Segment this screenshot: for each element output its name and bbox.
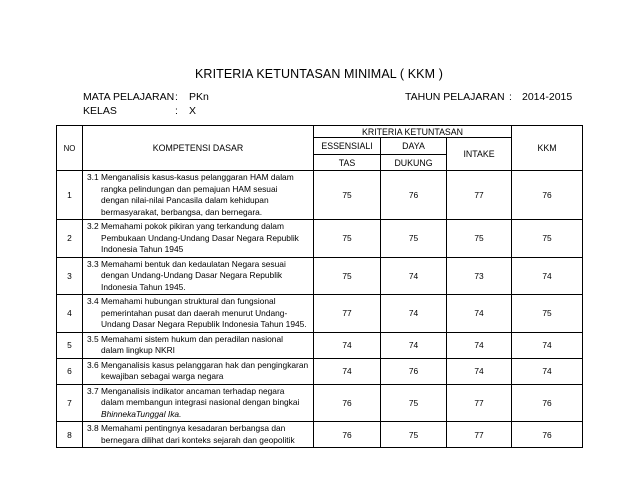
table-row bbox=[57, 422, 583, 448]
header-daya-dukung bbox=[381, 138, 447, 155]
table-row bbox=[57, 171, 583, 220]
kompetensi-dasar-cell bbox=[83, 295, 314, 333]
intake-value: 73 bbox=[447, 257, 512, 295]
kompetensi-first-line: 3.4 Memahami hubungan struktural dan fungsional bbox=[87, 296, 276, 306]
kompetensi-continuation-line: Undang Dasar Negara Republik Indonesia Tahun 1945. bbox=[101, 319, 307, 329]
kompetensi-continuation-line: Pembukaan Undang-Undang Dasar Negara Republik bbox=[101, 232, 299, 243]
table-row bbox=[57, 332, 583, 358]
intake-value: 77 bbox=[447, 384, 512, 422]
kkm-value: 75 bbox=[512, 220, 583, 258]
kompetensi-dasar-cell bbox=[83, 257, 314, 295]
intake-value: 77 bbox=[447, 171, 512, 220]
kompetensi-continuation-line: BhinnekaTunggal Ika. bbox=[101, 408, 182, 419]
kkm-table bbox=[56, 125, 583, 448]
row-number: 6 bbox=[57, 358, 83, 384]
daya-dukung-value: 74 bbox=[381, 295, 447, 333]
header-kkm: KKM bbox=[512, 126, 583, 171]
kompetensi-continuation-line: bermasyarakat, berbangsa, dan bernegara. bbox=[101, 206, 263, 217]
essensialitas-value: 77 bbox=[314, 295, 381, 333]
header-kompetensi: KOMPETENSI DASAR bbox=[83, 126, 314, 171]
kompetensi-continuation-line: Indonesia Tahun 1945. bbox=[101, 281, 186, 292]
kkm-value: 74 bbox=[512, 257, 583, 295]
kompetensi-first-line: 3.7 Menganalisis indikator ancaman terhadap negara bbox=[87, 385, 285, 396]
kompetensi-continuation-line: Indonesia Tahun 1945 bbox=[101, 244, 184, 254]
header-essensialitas bbox=[314, 138, 381, 155]
intake-value: 74 bbox=[447, 332, 512, 358]
mapel-label: MATA PELAJARAN bbox=[83, 91, 175, 103]
kkm-value: 74 bbox=[512, 358, 583, 384]
daya-dukung-value: 74 bbox=[381, 332, 447, 358]
kompetensi-continuation-line: dalam membangun integrasi nasional dengan bingkai bbox=[101, 397, 300, 407]
row-number: 8 bbox=[57, 422, 83, 448]
kelas-value: X bbox=[189, 105, 197, 117]
row-number: 2 bbox=[57, 220, 83, 258]
header-no: NO bbox=[57, 126, 83, 171]
essensialitas-value: 75 bbox=[314, 257, 381, 295]
daya-dukung-value: 75 bbox=[381, 384, 447, 422]
header-intake: INTAKE bbox=[447, 138, 512, 171]
kompetensi-dasar-cell bbox=[83, 384, 314, 422]
kompetensi-first-line: 3.6 Menganalisis kasus pelanggaran hak dan pengingkaran bbox=[87, 359, 309, 370]
kkm-value: 76 bbox=[512, 384, 583, 422]
intake-value: 77 bbox=[447, 422, 512, 448]
daya-dukung-value: 75 bbox=[381, 422, 447, 448]
essensialitas-value: 76 bbox=[314, 422, 381, 448]
kompetensi-continuation-line: pemerintahan pusat dan daerah menurut Undang- bbox=[101, 307, 288, 318]
kompetensi-first-line: 3.3 Memahami bentuk dan kedaulatan Negara sesuai bbox=[87, 258, 286, 269]
kkm-value: 75 bbox=[512, 295, 583, 333]
kompetensi-continuation-line: kewajiban sebagai warga negara bbox=[101, 371, 224, 381]
tahun-colon: : bbox=[509, 91, 512, 103]
header-essensialitas-line1: ESSENSIALI bbox=[321, 141, 373, 151]
row-number: 1 bbox=[57, 171, 83, 220]
kompetensi-dasar-cell bbox=[83, 358, 314, 384]
row-number: 3 bbox=[57, 257, 83, 295]
kompetensi-first-line: 3.2 Memahami pokok pikiran yang terkandung dalam bbox=[87, 221, 284, 231]
essensialitas-value: 76 bbox=[314, 384, 381, 422]
header-essensialitas-cont bbox=[314, 155, 381, 171]
table-row bbox=[57, 220, 583, 258]
header-kriteria: KRITERIA KETUNTASAN bbox=[314, 126, 512, 138]
daya-dukung-value: 75 bbox=[381, 220, 447, 258]
document-title: KRITERIA KETUNTASAN MINIMAL ( KKM ) bbox=[195, 67, 443, 81]
header-daya-dukung-line2: DUKUNG bbox=[394, 157, 433, 168]
row-number: 5 bbox=[57, 332, 83, 358]
table-row bbox=[57, 358, 583, 384]
kompetensi-continuation-line: dalam lingkup NKRI bbox=[101, 345, 176, 355]
essensialitas-value: 74 bbox=[314, 358, 381, 384]
mapel-colon: : bbox=[175, 91, 178, 103]
essensialitas-value: 74 bbox=[314, 332, 381, 358]
essensialitas-value: 75 bbox=[314, 220, 381, 258]
kompetensi-dasar-cell bbox=[83, 220, 314, 258]
row-number: 4 bbox=[57, 295, 83, 333]
kompetensi-dasar-cell bbox=[83, 171, 314, 220]
mapel-value: PKn bbox=[189, 91, 209, 103]
kompetensi-first-line: 3.5 Memahami sistem hukum dan peradilan nasional bbox=[87, 333, 283, 344]
kompetensi-continuation-line: dengan Undang-Undang Dasar Negara Republik bbox=[101, 270, 283, 280]
kkm-value: 76 bbox=[512, 171, 583, 220]
kompetensi-continuation-line: rangka pelindungan dan pemajuan HAM sesuai bbox=[101, 183, 278, 194]
daya-dukung-value: 76 bbox=[381, 171, 447, 220]
intake-value: 74 bbox=[447, 358, 512, 384]
essensialitas-value: 75 bbox=[314, 171, 381, 220]
daya-dukung-value: 74 bbox=[381, 257, 447, 295]
kompetensi-continuation-line: dengan nilai-nilai Pancasila dalam kehidupan bbox=[101, 195, 269, 205]
kompetensi-dasar-cell bbox=[83, 422, 314, 448]
kkm-value: 74 bbox=[512, 332, 583, 358]
kelas-label: KELAS bbox=[83, 105, 117, 117]
tahun-label: TAHUN PELAJARAN bbox=[405, 91, 505, 103]
kelas-colon: : bbox=[175, 105, 178, 117]
intake-value: 75 bbox=[447, 220, 512, 258]
kompetensi-dasar-cell bbox=[83, 332, 314, 358]
table-row bbox=[57, 384, 583, 422]
table-row bbox=[57, 257, 583, 295]
header-daya-dukung-cont bbox=[381, 155, 447, 171]
tahun-value: 2014-2015 bbox=[522, 91, 573, 103]
row-number: 7 bbox=[57, 384, 83, 422]
daya-dukung-value: 76 bbox=[381, 358, 447, 384]
kompetensi-first-line: 3.1 Menganalisis kasus-kasus pelanggaran HAM dalam bbox=[87, 172, 294, 182]
table-row bbox=[57, 295, 583, 333]
kkm-value: 76 bbox=[512, 422, 583, 448]
kompetensi-continuation-line: bernegara dilihat dari konteks sejarah dan geopolitik bbox=[101, 434, 295, 445]
header-essensialitas-line2: TAS bbox=[338, 157, 356, 168]
kompetensi-first-line: 3.8 Memahami pentingnya kesadaran berbangsa dan bbox=[87, 423, 286, 433]
intake-value: 74 bbox=[447, 295, 512, 333]
header-daya-dukung-line1: DAYA bbox=[402, 141, 425, 151]
